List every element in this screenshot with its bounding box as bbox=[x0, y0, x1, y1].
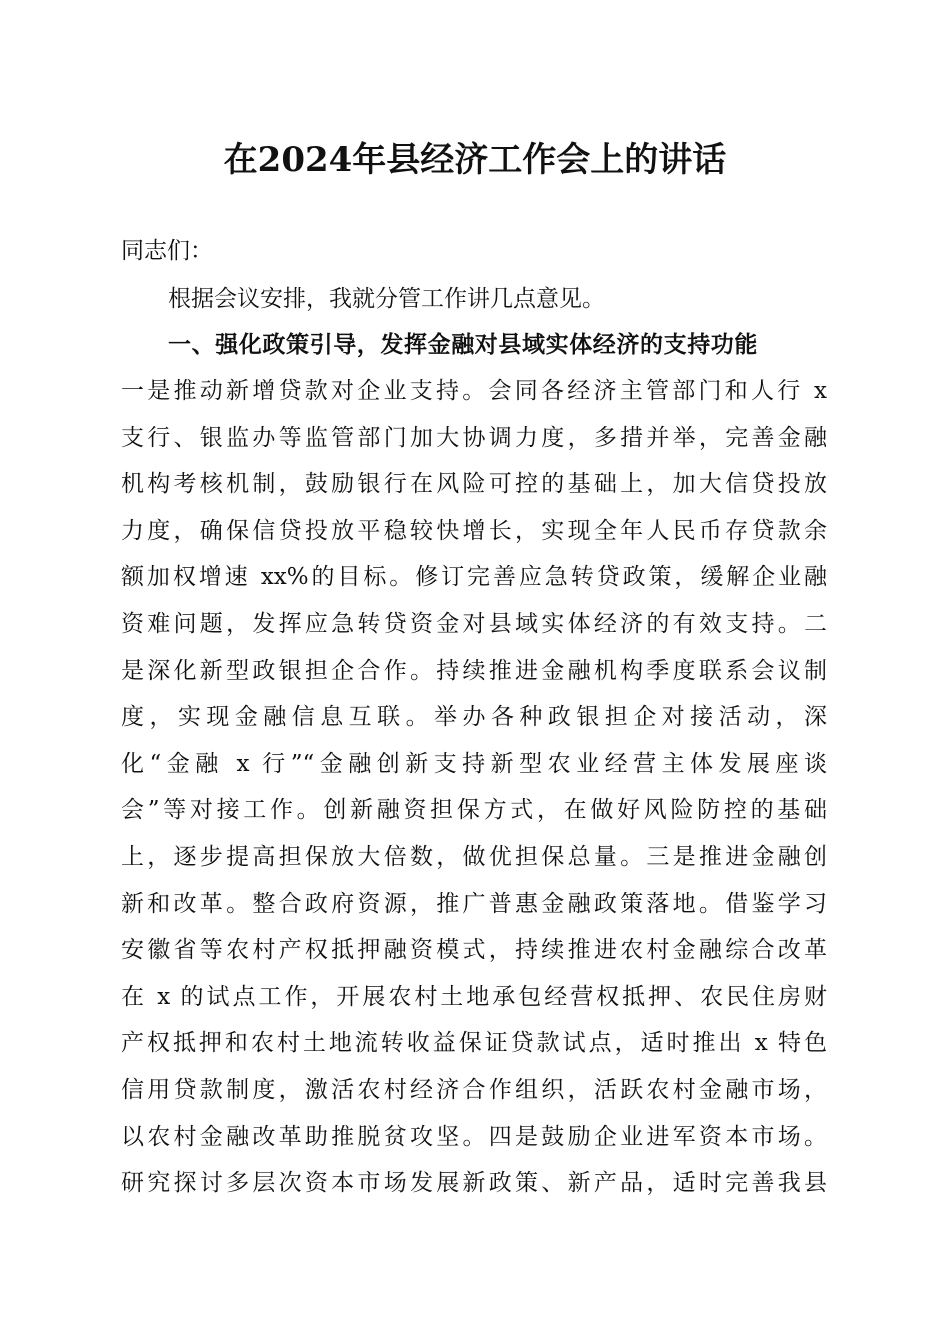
paragraph-line: 信用贷款制度，激活农村经济合作组织，活跃农村金融市场， bbox=[121, 1076, 827, 1103]
paragraph-line: 度，实现金融信息互联。举办各种政银担企对接活动，深 bbox=[121, 704, 827, 731]
document-title: 在2024年县经济工作会上的讲话 bbox=[223, 140, 727, 180]
paragraph-line: 机构考核机制，鼓励银行在风险可控的基础上，加大信贷投放 bbox=[121, 471, 827, 498]
body-paragraph-1 bbox=[121, 368, 827, 1207]
paragraph-line: 研究探讨多层次资本市场发展新政策、新产品，适时完善我县 bbox=[121, 1170, 827, 1197]
paragraph-line: 在 x 的试点工作，开展农村土地承包经营权抵押、农民住房财 bbox=[121, 983, 827, 1010]
intro-paragraph: 根据会议安排，我就分管工作讲几点意见。 bbox=[168, 286, 605, 312]
paragraph-line: 安徽省等农村产权抵押融资模式，持续推进农村金融综合改革 bbox=[121, 937, 827, 964]
paragraph-line: 资难问题，发挥应急转贷资金对县域实体经济的有效支持。二 bbox=[121, 610, 827, 637]
paragraph-line: 上，逐步提高担保放大倍数，做优担保总量。三是推进金融创 bbox=[121, 843, 827, 870]
paragraph-line: 产权抵押和农村土地流转收益保证贷款试点，适时推出 x 特色 bbox=[121, 1030, 827, 1057]
paragraph-line: 会”等对接工作。创新融资担保方式，在做好风险防控的基础 bbox=[121, 797, 827, 824]
paragraph-line: 新和改革。整合政府资源，推广普惠金融政策落地。借鉴学习 bbox=[121, 890, 827, 917]
paragraph-line: 支行、银监办等监管部门加大协调力度，多措并举，完善金融 bbox=[121, 424, 827, 451]
paragraph-line: 以农村金融改革助推脱贫攻坚。四是鼓励企业进军资本市场。 bbox=[121, 1123, 827, 1150]
section-heading-1: 一、强化政策引导，发挥金融对县域实体经济的支持功能 bbox=[168, 331, 758, 358]
paragraph-line: 一是推动新增贷款对企业支持。会同各经济主管部门和人行 x bbox=[121, 378, 827, 404]
paragraph-line: 是深化新型政银担企合作。持续推进金融机构季度联系会议制 bbox=[121, 657, 827, 684]
paragraph-line: 力度，确保信贷投放平稳较快增长，实现全年人民币存贷款余 bbox=[121, 517, 827, 544]
paragraph-line: 额加权增速 xx%的目标。修订完善应急转贷政策，缓解企业融 bbox=[121, 564, 827, 591]
paragraph-line: 化“金融 x 行”“金融创新支持新型农业经营主体发展座谈 bbox=[121, 750, 827, 777]
salutation: 同志们： bbox=[121, 238, 213, 264]
